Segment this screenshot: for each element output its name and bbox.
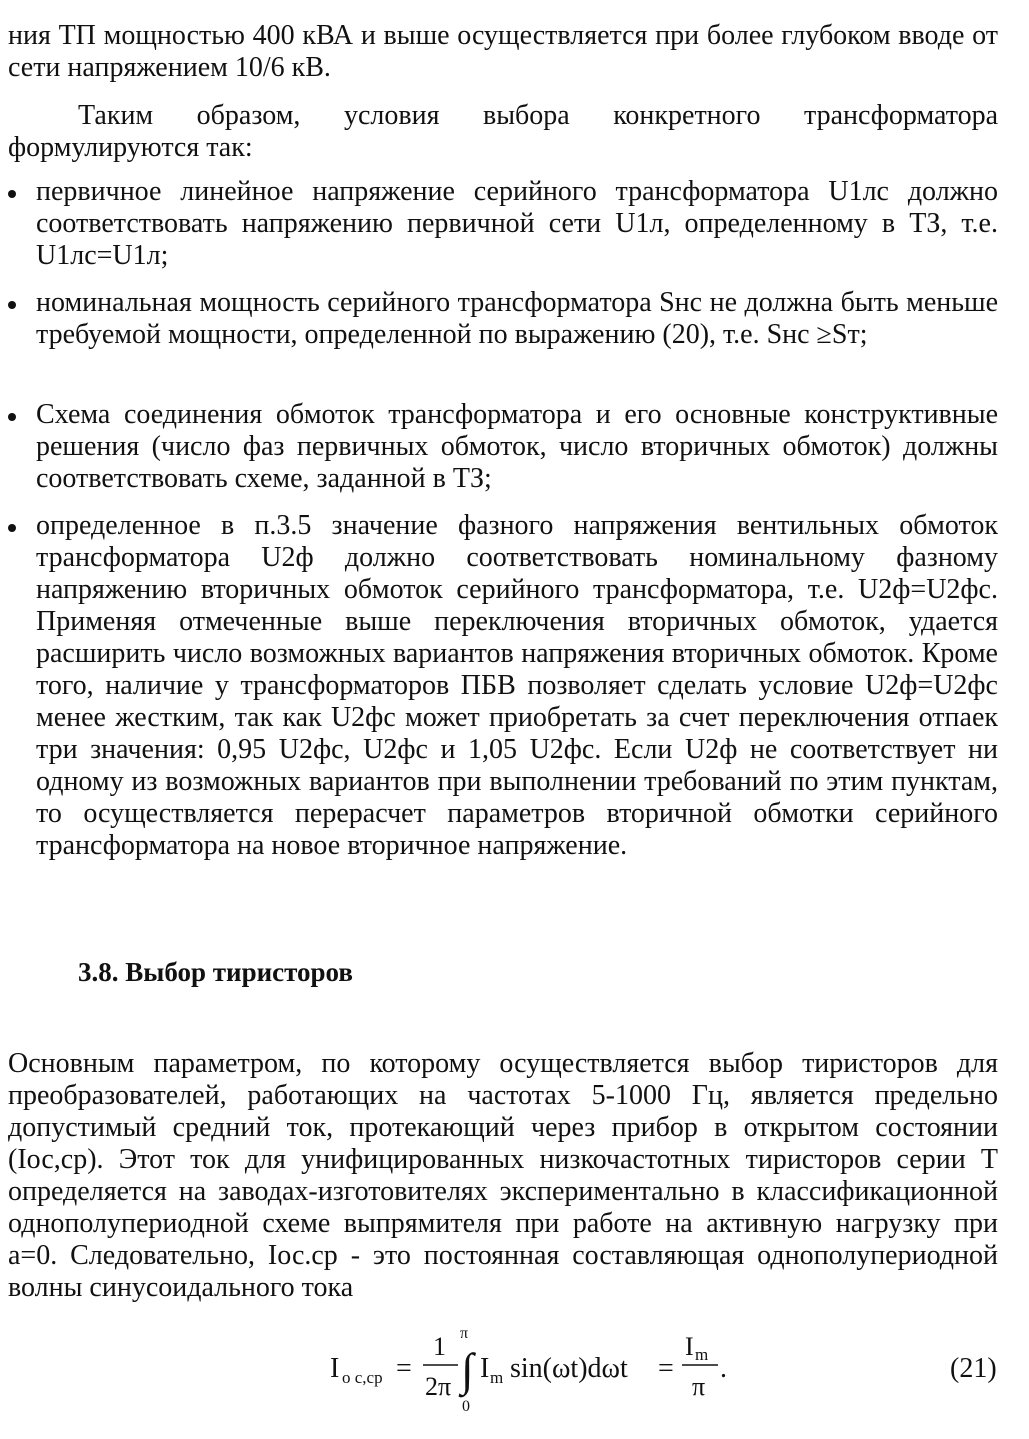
list-item-text: определенное в п.3.5 значение фазного напряжения вентильных обмоток трансформатора U2ф должно соответствовать номинальному фазному напряжению вторичных обмоток серийного трансформатора, т.е. U2ф=U2фс. Применяя отмеченные выше переключения вторичных обмоток, удается расширить число возможных вариантов напряжения вторичных обмоток. Кроме того, наличие у трансформаторов ПБВ позволяет сделать условие U2ф=U2фс менее жестким, так как U2фс может приобретать за счет переключения отпаек три значения: 0,95 U2фс, U2фс и 1,05 U2фс. Если U2ф не соответствует ни одному из возможных вариантов при выполнении требований по этим пунктам, то осуществляется перерасчет параметров вторичной обмотки серийного трансформатора на новое вторичное напряжение.: [36, 510, 998, 861]
paragraph-section-body: Основным параметром, по которому осуществляется выбор тиристоров для преобразователей, работающих на частотах 5-1000 Гц, является предельно допустимый средний ток, протекающий через прибор в открытом состоянии (Iос,ср). Этот ток для унифицированных низкочастотных тиристоров серии Т определяется на заводах-изготовителях экспериментально в классификационной однополупериодной схеме выпрямителя при работе на активную нагрузку при a=0. Следовательно, Iос.ср - это постоянная составляющая однополупериодной волны синусоидального тока: [8, 1048, 998, 1303]
integral-icon: ∫: [461, 1344, 474, 1395]
formula-frac2-num: I: [685, 1332, 694, 1361]
bullet-icon: [8, 301, 16, 309]
formula-integrand-sub: m: [490, 1368, 504, 1387]
formula-integrand-i: I: [480, 1353, 490, 1384]
section-heading: 3.8. Выбор тиристоров: [78, 957, 353, 987]
formula-frac2-num-sub: m: [695, 1345, 709, 1364]
formula-lhs-sub: о с,ср: [342, 1368, 383, 1387]
formula-integrand-rest: sin(ωt)dωt: [510, 1353, 628, 1384]
formula-frac1-den: 2π: [425, 1372, 452, 1401]
list-item: [8, 399, 998, 495]
bullet-icon: [8, 524, 16, 532]
formula-frac2-den: π: [692, 1372, 706, 1401]
paragraph-intro: ния ТП мощностью 400 кВА и выше осуществляется при более глубоком вводе от сети напряжением 10/6 кВ.: [8, 20, 998, 83]
formula-end: .: [720, 1353, 727, 1384]
formula-equals-2: =: [658, 1353, 674, 1384]
paragraph-summary: Таким образом, условия выбора конкретного трансформатора формулируются так:: [8, 100, 998, 163]
list-item-text: номинальная мощность серийного трансформатора Sнс не должна быть меньше требуемой мощности, определенной по выражению (20), т.е. Sнс ≥Sт;: [36, 287, 998, 350]
bullet-icon: [8, 190, 16, 198]
list-item: [8, 287, 998, 351]
formula-equals-1: =: [396, 1353, 412, 1384]
equation-number: (21): [950, 1353, 997, 1384]
formula-frac1-num: 1: [433, 1332, 446, 1361]
formula-int-upper: π: [460, 1325, 469, 1342]
list-item: [8, 510, 998, 862]
list-item-text: Схема соединения обмоток трансформатора и его основные конструктивные решения (число фаз первичных обмоток, число вторичных обмоток) должны соответствовать схеме, заданной в ТЗ;: [36, 399, 998, 494]
list-item: [8, 176, 998, 272]
formula-lhs: I: [330, 1353, 340, 1384]
list-item-text: первичное линейное напряжение серийного трансформатора U1лс должно соответствовать напряжению первичной сети U1л, определенному в ТЗ, т.е. U1лс=U1л;: [36, 176, 998, 271]
bullet-icon: [8, 413, 16, 421]
formula-int-lower: 0: [462, 1398, 470, 1415]
formula-21: [330, 1325, 1020, 1415]
